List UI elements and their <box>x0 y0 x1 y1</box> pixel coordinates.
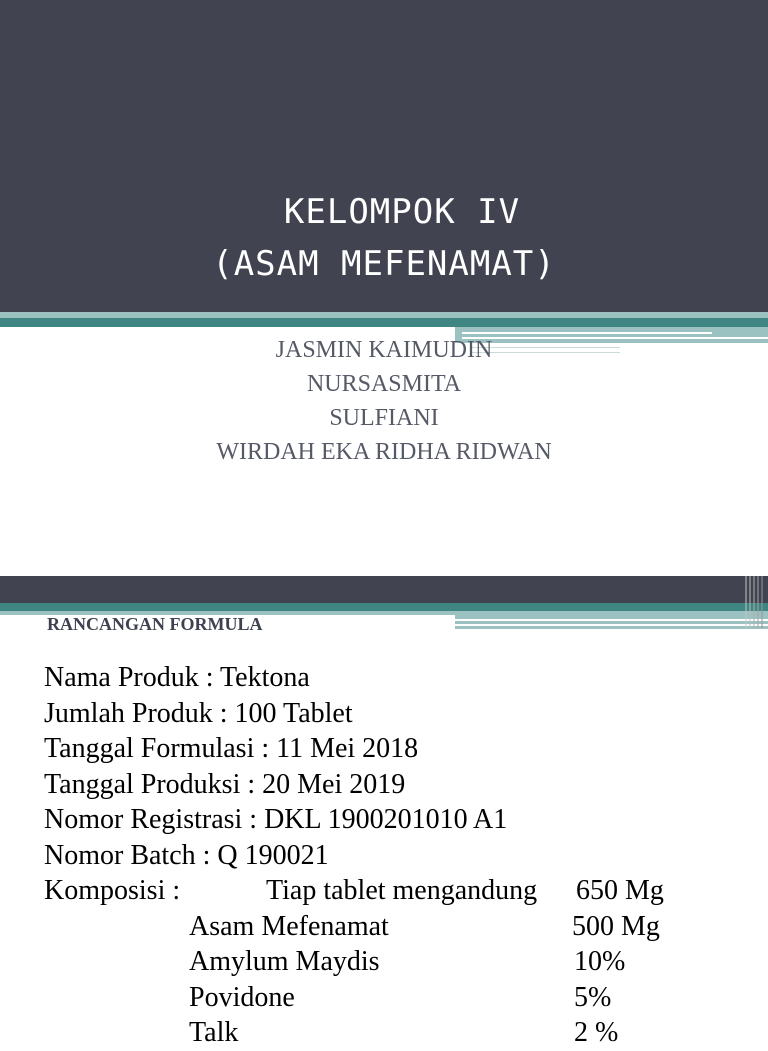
accent-stripe-teal <box>0 603 768 611</box>
ingredient-name: Asam Mefenamat <box>189 910 389 942</box>
field-production-date: Tanggal Produksi : 20 Mei 2019 <box>44 768 406 800</box>
field-registration-number: Nomor Registrasi : DKL 1900201010 A1 <box>44 804 508 835</box>
field-formulation-date: Tanggal Formulasi : 11 Mei 2018 <box>44 733 419 764</box>
formula-slide <box>0 576 768 1048</box>
composition-item <box>44 980 612 1016</box>
composition-item <box>44 944 626 980</box>
ingredient-name: Amylum Maydis <box>189 946 380 977</box>
composition-label: Komposisi : <box>44 875 181 906</box>
field-product-name: Nama Produk : Tektona <box>44 662 310 693</box>
ingredient-amount: 10% <box>574 946 626 977</box>
title-line-2: (ASAM MEFENAMAT) <box>212 244 556 284</box>
field-batch-number: Nomor Batch : Q 190021 <box>44 839 329 871</box>
group-members <box>0 333 768 469</box>
ingredient-name: Povidone <box>189 981 295 1013</box>
formula-content <box>44 660 664 1051</box>
accent-stripe-teal <box>0 318 768 327</box>
accent-line-1 <box>455 619 768 621</box>
ingredient-name: Talk <box>189 1017 239 1048</box>
ingredient-amount: 2 % <box>574 1017 619 1048</box>
title-line-1: KELOMPOK IV <box>283 192 521 232</box>
ingredient-amount: 500 Mg <box>572 910 660 942</box>
member-name: WIRDAH EKA RIDHA RIDWAN <box>216 439 552 465</box>
formula-heading: RANCANGAN FORMULA <box>47 614 263 634</box>
ingredient-amount: 5% <box>574 981 612 1013</box>
formula-header-band <box>0 576 768 603</box>
composition-item <box>44 909 660 945</box>
composition-header-row <box>44 873 664 909</box>
edge-decoration <box>744 576 768 628</box>
member-name: SULFIANI <box>329 405 439 431</box>
accent-line-2 <box>455 624 768 626</box>
per-tablet-label: Tiap tablet mengandung <box>266 875 538 906</box>
accent-stripe-tail <box>455 615 768 629</box>
field-product-quantity: Jumlah Produk : 100 Tablet <box>44 697 353 729</box>
per-tablet-value: 650 Mg <box>576 875 664 906</box>
slide-title <box>0 186 768 290</box>
member-name: JASMIN KAIMUDIN <box>275 337 493 363</box>
member-name: NURSASMITA <box>306 371 462 397</box>
composition-item <box>44 1015 619 1051</box>
